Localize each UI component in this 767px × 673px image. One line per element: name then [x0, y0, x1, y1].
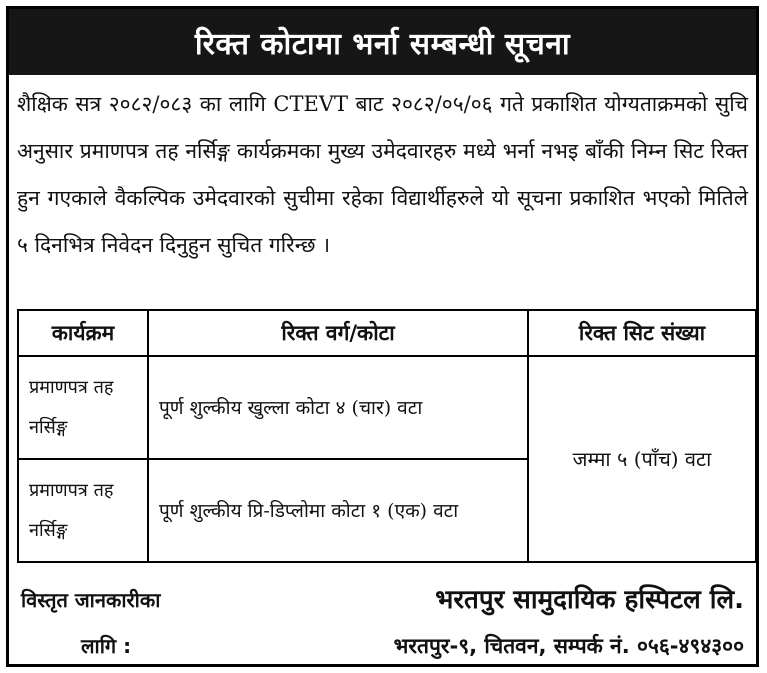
row-program: प्रमाणपत्र तह नर्सिङ्ग [18, 459, 148, 562]
contact-label-line1: विस्तृत जानकारीका [21, 588, 161, 612]
row-category: पूर्ण शुल्कीय खुल्ला कोटा ४ (चार) वटा [148, 356, 528, 459]
contact-label-line2: लागि : [81, 634, 132, 658]
row-program: प्रमाणपत्र तह नर्सिङ्ग [18, 356, 148, 459]
notice-title: रिक्त कोटामा भर्ना सम्बन्धी सूचना [9, 9, 756, 75]
notice-box [6, 6, 759, 667]
notice-body-text: शैक्षिक सत्र २०८२/०८३ का लागि CTEVT बाट २०८२/०५/०६ गते प्रकाशित योग्यताक्रमको सुचि अनुसार प्रमाणपत्र तह नर्सिङ्ग कार्यक्रमका मुख्य उमेदवारहरु मध्ये भर्ना नभइ बाँकी निम्न सिट रिक्त हुन गएकाले वैकल्पिक उमेदवारको सुचीमा रहेका विद्यार्थीहरुले यो सूचना प्रकाशित भएको मितिले ५ दिनभित्र निवेदन दिनुहुन सुचित गरिन्छ । [17, 92, 748, 257]
header-seats: रिक्त सिट संख्या [528, 310, 756, 356]
table-header-row [18, 310, 756, 356]
organization-name: भरतपुर सामुदायिक हस्पिटल लि. [435, 585, 744, 615]
total-seats: जम्मा ५ (पाँच) वटा [528, 356, 756, 562]
row-category: पूर्ण शुल्कीय प्रि-डिप्लोमा कोटा १ (एक) वटा [148, 459, 528, 562]
header-program: कार्यक्रम [18, 310, 148, 356]
table-row [18, 356, 756, 459]
header-category: रिक्त वर्ग/कोटा [148, 310, 528, 356]
organization-address: भरतपुर-९, चितवन, सम्पर्क नं. ०५६-४९४३०० [393, 634, 744, 658]
contact-label [21, 577, 231, 669]
organization-block [394, 577, 744, 669]
vacant-seat-table [17, 309, 757, 563]
